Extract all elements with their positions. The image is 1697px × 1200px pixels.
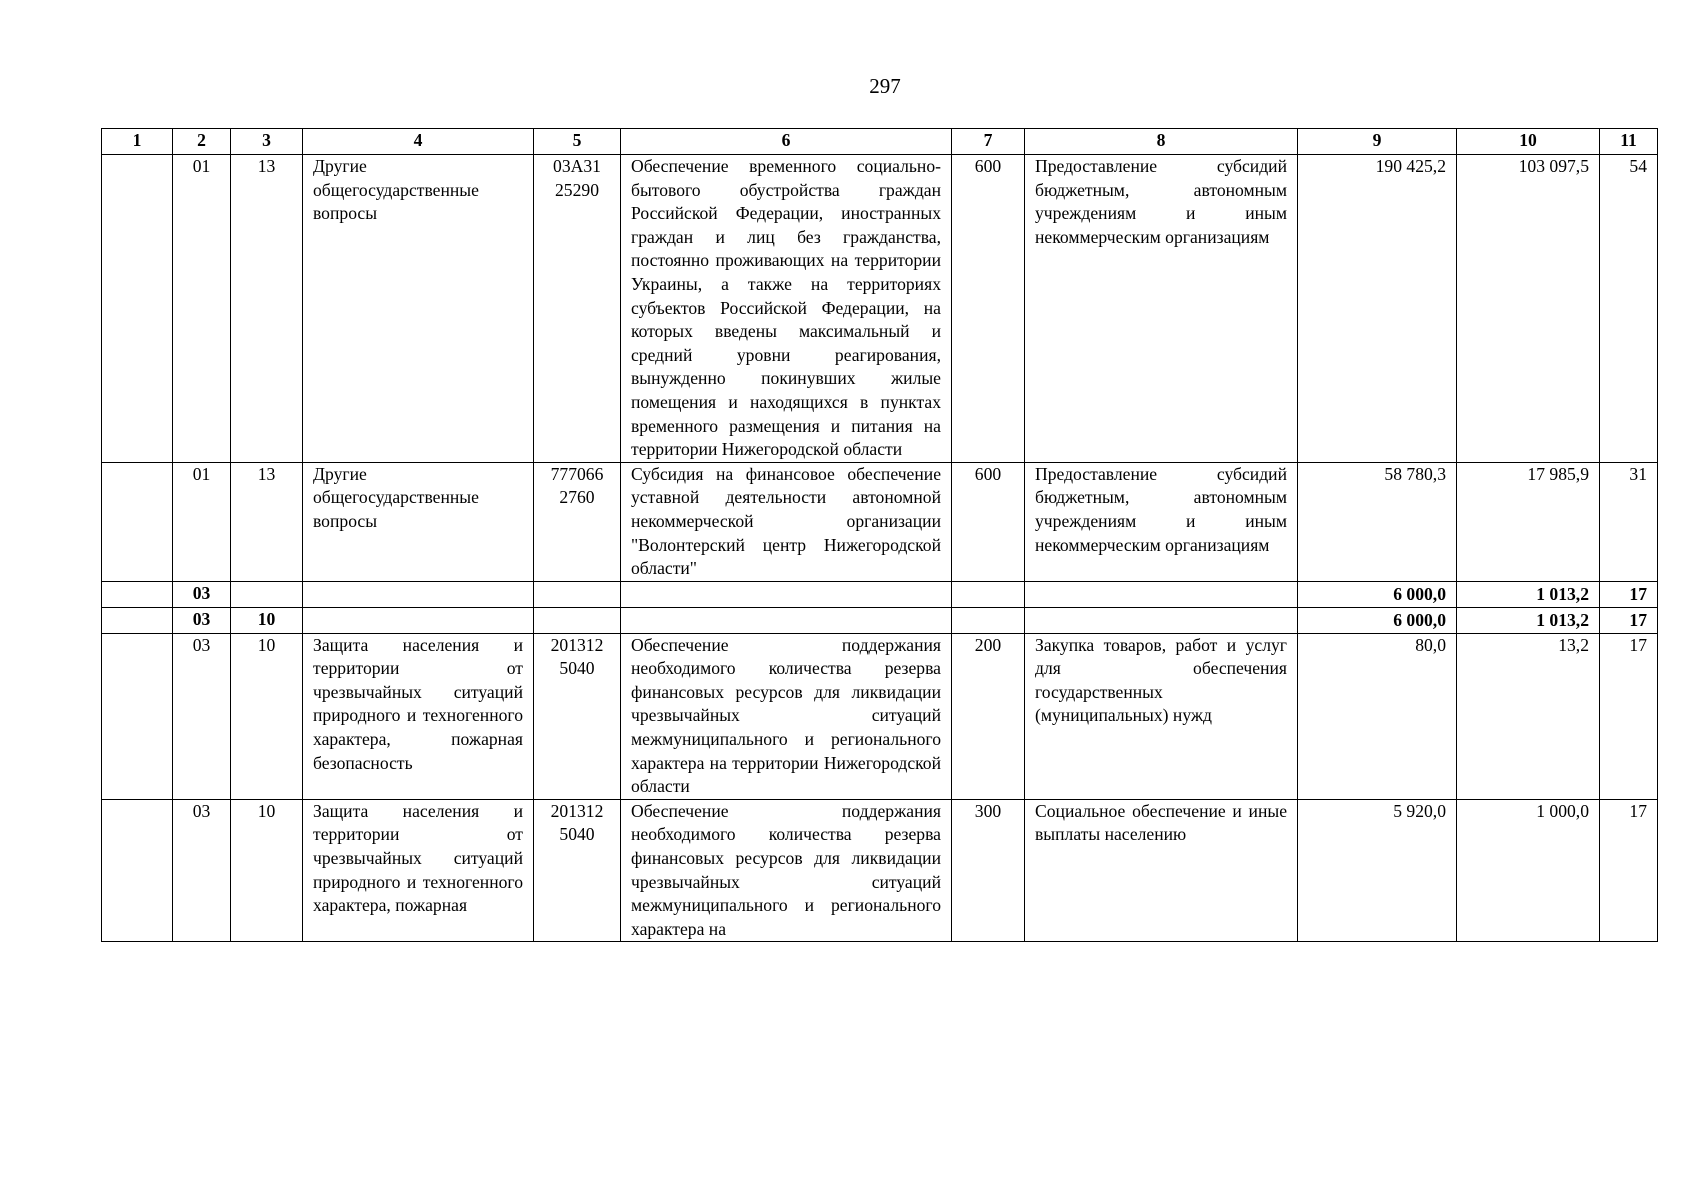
table-row bbox=[102, 462, 1658, 581]
header-col-4: 4 bbox=[303, 129, 534, 155]
cell-col-1 bbox=[102, 155, 173, 463]
cell-section: 01 bbox=[173, 462, 231, 581]
cell-target-code bbox=[534, 581, 621, 607]
header-col-6: 6 bbox=[621, 129, 952, 155]
page-number: 297 bbox=[869, 74, 901, 98]
cell-target-code: 201312 5040 bbox=[534, 633, 621, 799]
cell-expense-name: Закупка товаров, работ и услуг для обеспечения государственных (муниципальных) нужд bbox=[1025, 633, 1298, 799]
cell-col-1 bbox=[102, 607, 173, 633]
cell-target-name: Обеспечение поддержания необходимого количества резерва финансовых ресурсов для ликвидации чрезвычайных ситуаций межмуниципального и регионального характера на bbox=[621, 799, 952, 942]
cell-section: 03 bbox=[173, 799, 231, 942]
cell-expense-name: Социальное обеспечение и иные выплаты населению bbox=[1025, 799, 1298, 942]
cell-section: 03 bbox=[173, 607, 231, 633]
cell-amount-actual: 1 013,2 bbox=[1457, 581, 1600, 607]
cell-percent: 17 bbox=[1600, 581, 1658, 607]
cell-section-name: Другие общегосударственные вопросы bbox=[303, 462, 534, 581]
cell-target-code: 201312 5040 bbox=[534, 799, 621, 942]
cell-section-name: Защита населения и территории от чрезвычайных ситуаций природного и техногенного характера, пожарная безопасность bbox=[303, 633, 534, 799]
budget-table bbox=[101, 128, 1658, 942]
cell-percent: 17 bbox=[1600, 607, 1658, 633]
cell-amount-actual: 13,2 bbox=[1457, 633, 1600, 799]
cell-expense-code bbox=[952, 581, 1025, 607]
cell-expense-code bbox=[952, 607, 1025, 633]
header-col-11: 11 bbox=[1600, 129, 1658, 155]
table-row-total bbox=[102, 607, 1658, 633]
cell-target-name bbox=[621, 607, 952, 633]
cell-percent: 17 bbox=[1600, 633, 1658, 799]
cell-target-name: Обеспечение поддержания необходимого количества резерва финансовых ресурсов для ликвидации чрезвычайных ситуаций межмуниципального и регионального характера на территории Нижегородской области bbox=[621, 633, 952, 799]
header-col-2: 2 bbox=[173, 129, 231, 155]
cell-section: 03 bbox=[173, 581, 231, 607]
cell-percent: 31 bbox=[1600, 462, 1658, 581]
cell-expense-name bbox=[1025, 607, 1298, 633]
cell-amount-plan: 6 000,0 bbox=[1298, 581, 1457, 607]
cell-subsection: 10 bbox=[231, 799, 303, 942]
cell-amount-plan: 58 780,3 bbox=[1298, 462, 1457, 581]
cell-section-name bbox=[303, 581, 534, 607]
cell-percent: 54 bbox=[1600, 155, 1658, 463]
header-col-5: 5 bbox=[534, 129, 621, 155]
cell-subsection: 10 bbox=[231, 633, 303, 799]
cell-amount-actual: 17 985,9 bbox=[1457, 462, 1600, 581]
cell-percent: 17 bbox=[1600, 799, 1658, 942]
cell-col-1 bbox=[102, 633, 173, 799]
cell-expense-name: Предоставление субсидий бюджетным, автономным учреждениям и иным некоммерческим организациям bbox=[1025, 155, 1298, 463]
cell-amount-plan: 80,0 bbox=[1298, 633, 1457, 799]
cell-section-name: Защита населения и территории от чрезвычайных ситуаций природного и техногенного характера, пожарная bbox=[303, 799, 534, 942]
header-col-1: 1 bbox=[102, 129, 173, 155]
cell-amount-plan: 6 000,0 bbox=[1298, 607, 1457, 633]
header-col-7: 7 bbox=[952, 129, 1025, 155]
cell-target-code bbox=[534, 607, 621, 633]
cell-target-code: 03А31 25290 bbox=[534, 155, 621, 463]
cell-amount-plan: 190 425,2 bbox=[1298, 155, 1457, 463]
table-row bbox=[102, 633, 1658, 799]
header-col-8: 8 bbox=[1025, 129, 1298, 155]
cell-section-name bbox=[303, 607, 534, 633]
cell-section: 01 bbox=[173, 155, 231, 463]
cell-expense-code: 600 bbox=[952, 155, 1025, 463]
cell-target-name bbox=[621, 581, 952, 607]
cell-amount-plan: 5 920,0 bbox=[1298, 799, 1457, 942]
cell-col-1 bbox=[102, 462, 173, 581]
cell-section-name: Другие общегосударственные вопросы bbox=[303, 155, 534, 463]
cell-col-1 bbox=[102, 799, 173, 942]
header-col-9: 9 bbox=[1298, 129, 1457, 155]
header-col-10: 10 bbox=[1457, 129, 1600, 155]
cell-subsection: 13 bbox=[231, 462, 303, 581]
table-row bbox=[102, 799, 1658, 942]
cell-amount-actual: 1 000,0 bbox=[1457, 799, 1600, 942]
cell-target-name: Обеспечение временного социально-бытового обустройства граждан Российской Федерации, иностранных граждан и лиц без гражданства, постоянно проживающих на территории Украины, а также на территориях субъектов Российской Федерации, на которых введены максимальный и средний уровни реагирования, вынужденно покинувших жилые помещения и находящихся в пунктах временного размещения и питания на территории Нижегородской области bbox=[621, 155, 952, 463]
cell-col-1 bbox=[102, 581, 173, 607]
cell-subsection: 13 bbox=[231, 155, 303, 463]
cell-expense-name: Предоставление субсидий бюджетным, автономным учреждениям и иным некоммерческим организациям bbox=[1025, 462, 1298, 581]
cell-expense-code: 200 bbox=[952, 633, 1025, 799]
cell-expense-code: 600 bbox=[952, 462, 1025, 581]
table-row bbox=[102, 155, 1658, 463]
cell-target-name: Субсидия на финансовое обеспечение уставной деятельности автономной некоммерческой организации "Волонтерский центр Нижегородской области" bbox=[621, 462, 952, 581]
cell-expense-code: 300 bbox=[952, 799, 1025, 942]
table-row-total bbox=[102, 581, 1658, 607]
cell-target-code: 777066 2760 bbox=[534, 462, 621, 581]
cell-subsection bbox=[231, 581, 303, 607]
cell-section: 03 bbox=[173, 633, 231, 799]
header-col-3: 3 bbox=[231, 129, 303, 155]
cell-amount-actual: 1 013,2 bbox=[1457, 607, 1600, 633]
header-row bbox=[102, 129, 1658, 155]
cell-amount-actual: 103 097,5 bbox=[1457, 155, 1600, 463]
cell-subsection: 10 bbox=[231, 607, 303, 633]
cell-expense-name bbox=[1025, 581, 1298, 607]
